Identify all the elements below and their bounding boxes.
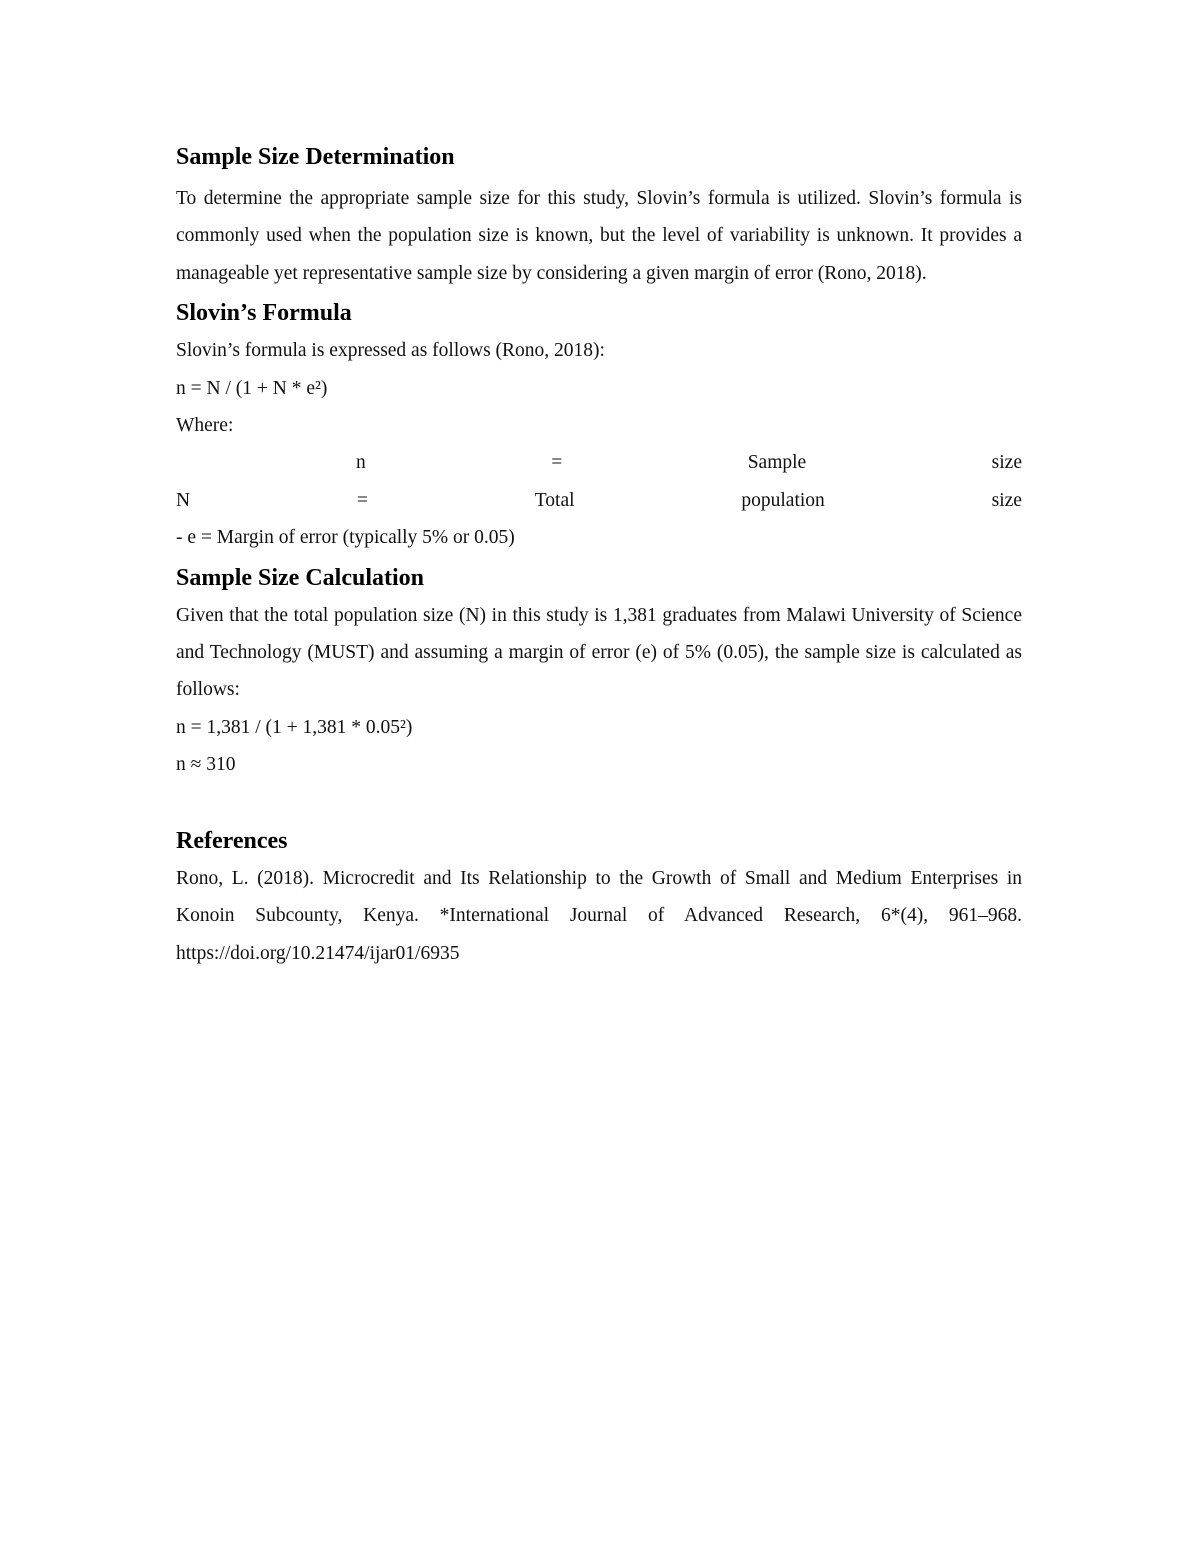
result-line: n ≈ 310 [176,754,236,776]
formula-expression: n = N / (1 + N * e²) [176,377,328,399]
formula-intro: Slovin’s formula is expressed as follows (Rono, 2018): [176,340,605,362]
def-N-word-1: Total [534,489,575,511]
heading-slovins-formula: Slovin’s Formula [176,300,352,327]
paragraph-determination: To determine the appropriate sample size for this study, Slovin’s formula is utilized. Slovin’s formula is commonly used when the population size is known, but the level of variability is unknown. It provides a manageable yet representative sample size by considering a given margin of error (Rono, 2018). [176,188,1022,284]
definition-n-row [176,444,1022,481]
def-N-symbol: N [176,489,191,511]
def-N-word-2: population [741,489,825,511]
heading-sample-size-calculation: Sample Size Calculation [176,564,425,591]
calculation-line: n = 1,381 / (1 + 1,381 * 0.05²) [176,716,413,738]
where-label: Where: [176,415,234,437]
def-n-equals: = [551,452,563,474]
definition-N-row [176,482,1022,519]
paragraph-calculation: Given that the total population size (N) in this study is 1,381 graduates from Malawi University of Science and Technology (MUST) and assuming a margin of error (e) of 5% (0.05), the sample size is calculated as follows: [176,604,1022,701]
heading-sample-size-determination: Sample Size Determination [176,144,455,170]
heading-references: References [176,827,288,854]
def-n-word-1: Sample [747,452,807,474]
def-n-symbol: n [356,452,366,474]
definition-e: - e = Margin of error (typically 5% or 0.05) [176,527,515,549]
def-n-word-2: size [991,452,1022,474]
def-N-equals: = [356,489,368,511]
reference-entry: Rono, L. (2018). Microcredit and Its Relationship to the Growth of Small and Medium Enterprises in Konoin Subcounty, Kenya. *International Journal of Advanced Research, 6*(4), 961–968. https://doi.org/10.21474/ijar01/6935 [176,867,1022,964]
document-page [176,138,1022,972]
def-N-word-3: size [991,489,1022,511]
